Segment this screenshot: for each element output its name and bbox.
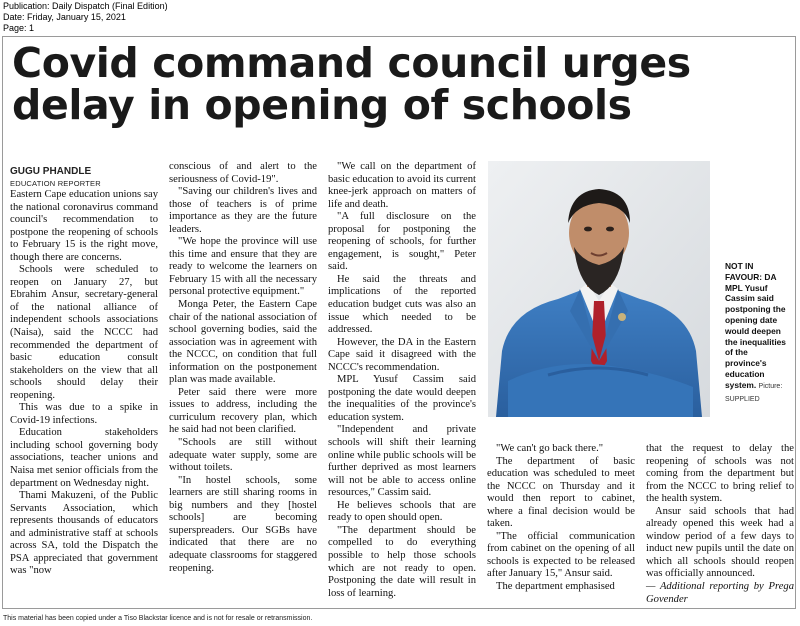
sign-off-text: — Additional reporting by Prega Govender (646, 581, 794, 605)
date-line: Date: Friday, January 15, 2021 (3, 12, 126, 22)
paragraph: Peter said there were more issues to address, including the curriculum recovery plan, which he said had not been clarified. (169, 386, 317, 436)
paragraph: MPL Yusuf Cassim said postponing the date would deepen the inequalities of the province's education system. (328, 374, 476, 423)
caption-credit-label: Picture: (758, 382, 783, 390)
publication-line: Publication: Daily Dispatch (Final Edition) (3, 1, 168, 11)
copyright-notice: This material has been copied under a Tiso Blackstar licence and is not for resale or retransmission. (3, 615, 313, 622)
article-column-4 (487, 443, 635, 594)
paragraph: "Schools are still without adequate water supply, some are without toilets. (169, 437, 317, 474)
page-line: Page: 1 (3, 23, 35, 33)
paragraph: "A full disclosure on the proposal for postponing the reopening of schools, for further engagement, is sought," Peter said. (328, 211, 476, 273)
paragraph: This was due to a spike in Covid-19 infections. (10, 402, 158, 426)
paragraph: "We hope the province will use this time and ensure that they are ready to welcome the learners on February 15 with all the necessary personal protective equipment." (169, 236, 317, 298)
article-column-1 (10, 166, 158, 578)
byline: GUGU PHANDLE (10, 166, 92, 177)
paragraph: "In hostel schools, some learners are still sharing rooms in big numbers and they [hostel schools] are becoming superspreaders. Our SGBs have indicated that there are no adequate classrooms for staggered reopening. (169, 474, 317, 574)
paragraph: He believes schools that are ready to open should open. (328, 499, 476, 524)
paragraph: that the request to delay the reopening of schools was not coming from the department but from the NCCC to bring relief to the health system. (646, 443, 794, 505)
caption-text: DA MPL Yusuf Cassim said postponing the opening date would deepen the inequalities of the province's education system. (725, 271, 786, 390)
paragraph: Monga Peter, the Eastern Cape chair of the national association of school governing bodies, said the association was in agreement with the NCCC, on condition that full information on the postponement plan was made available. (169, 299, 317, 386)
paragraph: Eastern Cape education unions say the national coronavirus command council's recommendation to postpone the reopening of schools to February 15 is the right move, though there are concerns. (10, 189, 158, 263)
paragraph: Ansur said schools that had already opened this week had a window period of a few days to induct new pupils until the date on which all schools should reopen was officially announced. (646, 505, 794, 580)
photo-caption (725, 261, 791, 405)
paragraph: Schools were scheduled to reopen on January 27, but Ebrahim Ansur, secretary-general of the national alliance of independent schools associations (Naisa), said the NCCC had recommended the department of basic education consult stakeholders on the view that all schools should delay their reopening. (10, 264, 158, 401)
paragraph: Thami Makuzeni, of the Public Servants Association, which represents thousands of educators and administrative staff at schools across SA, told the Dispatch the PSA appreciated that government was "now (10, 490, 158, 577)
byline-role: EDUCATION REPORTER (10, 179, 101, 188)
caption-credit-name: SUPPLIED (725, 395, 760, 403)
paragraph: He said the threats and implications of the reported education budget cuts was also an issue which needed to be addressed. (328, 273, 476, 336)
photo-yusuf-cassim (488, 161, 710, 417)
paragraph: "The department should be compelled to do everything possible to help those schools which are not ready to open. Postponing the date will result in loss of learning. (328, 524, 476, 599)
paragraph: Education stakeholders including school governing body associations, teacher unions and Naisa met senior officials from the department on Wednesday night. (10, 427, 158, 489)
paragraph: "We call on the department of basic education to avoid its current knee-jerk approach on matters of life and death. (328, 161, 476, 210)
paragraph: "The official communication from cabinet on the opening of all schools is expected to be released after January 15," Ansur said. (487, 530, 635, 580)
paragraph: "We can't go back there." (496, 443, 604, 454)
article-column-2 (169, 161, 317, 575)
article-column-5 (646, 443, 794, 606)
portrait-illustration (488, 161, 710, 417)
paragraph: The department emphasised (496, 581, 615, 593)
paragraph: "Saving our children's lives and those of teachers is of prime importance as they are the future leaders. (169, 186, 317, 235)
paragraph: conscious of and alert to the seriousness of Covid-19". (169, 161, 317, 185)
article-column-3 (328, 161, 476, 600)
caption-lead: NOT IN FAVOUR: (725, 261, 763, 282)
paragraph: However, the DA in the Eastern Cape said it disagreed with the NCCC's recommendation. (328, 336, 476, 373)
sign-off (646, 581, 794, 606)
paragraph: "Independent and private schools will shift their learning online while public schools will be further deprived as most learners will not be able to access online resources," Cassim said. (328, 424, 476, 499)
paragraph: The department of basic education was scheduled to meet the NCCC on Thursday and it would then report to cabinet, where a final decision would be taken. (487, 455, 635, 530)
article-headline: Covid command council urges delay in opening of schools (12, 39, 691, 129)
